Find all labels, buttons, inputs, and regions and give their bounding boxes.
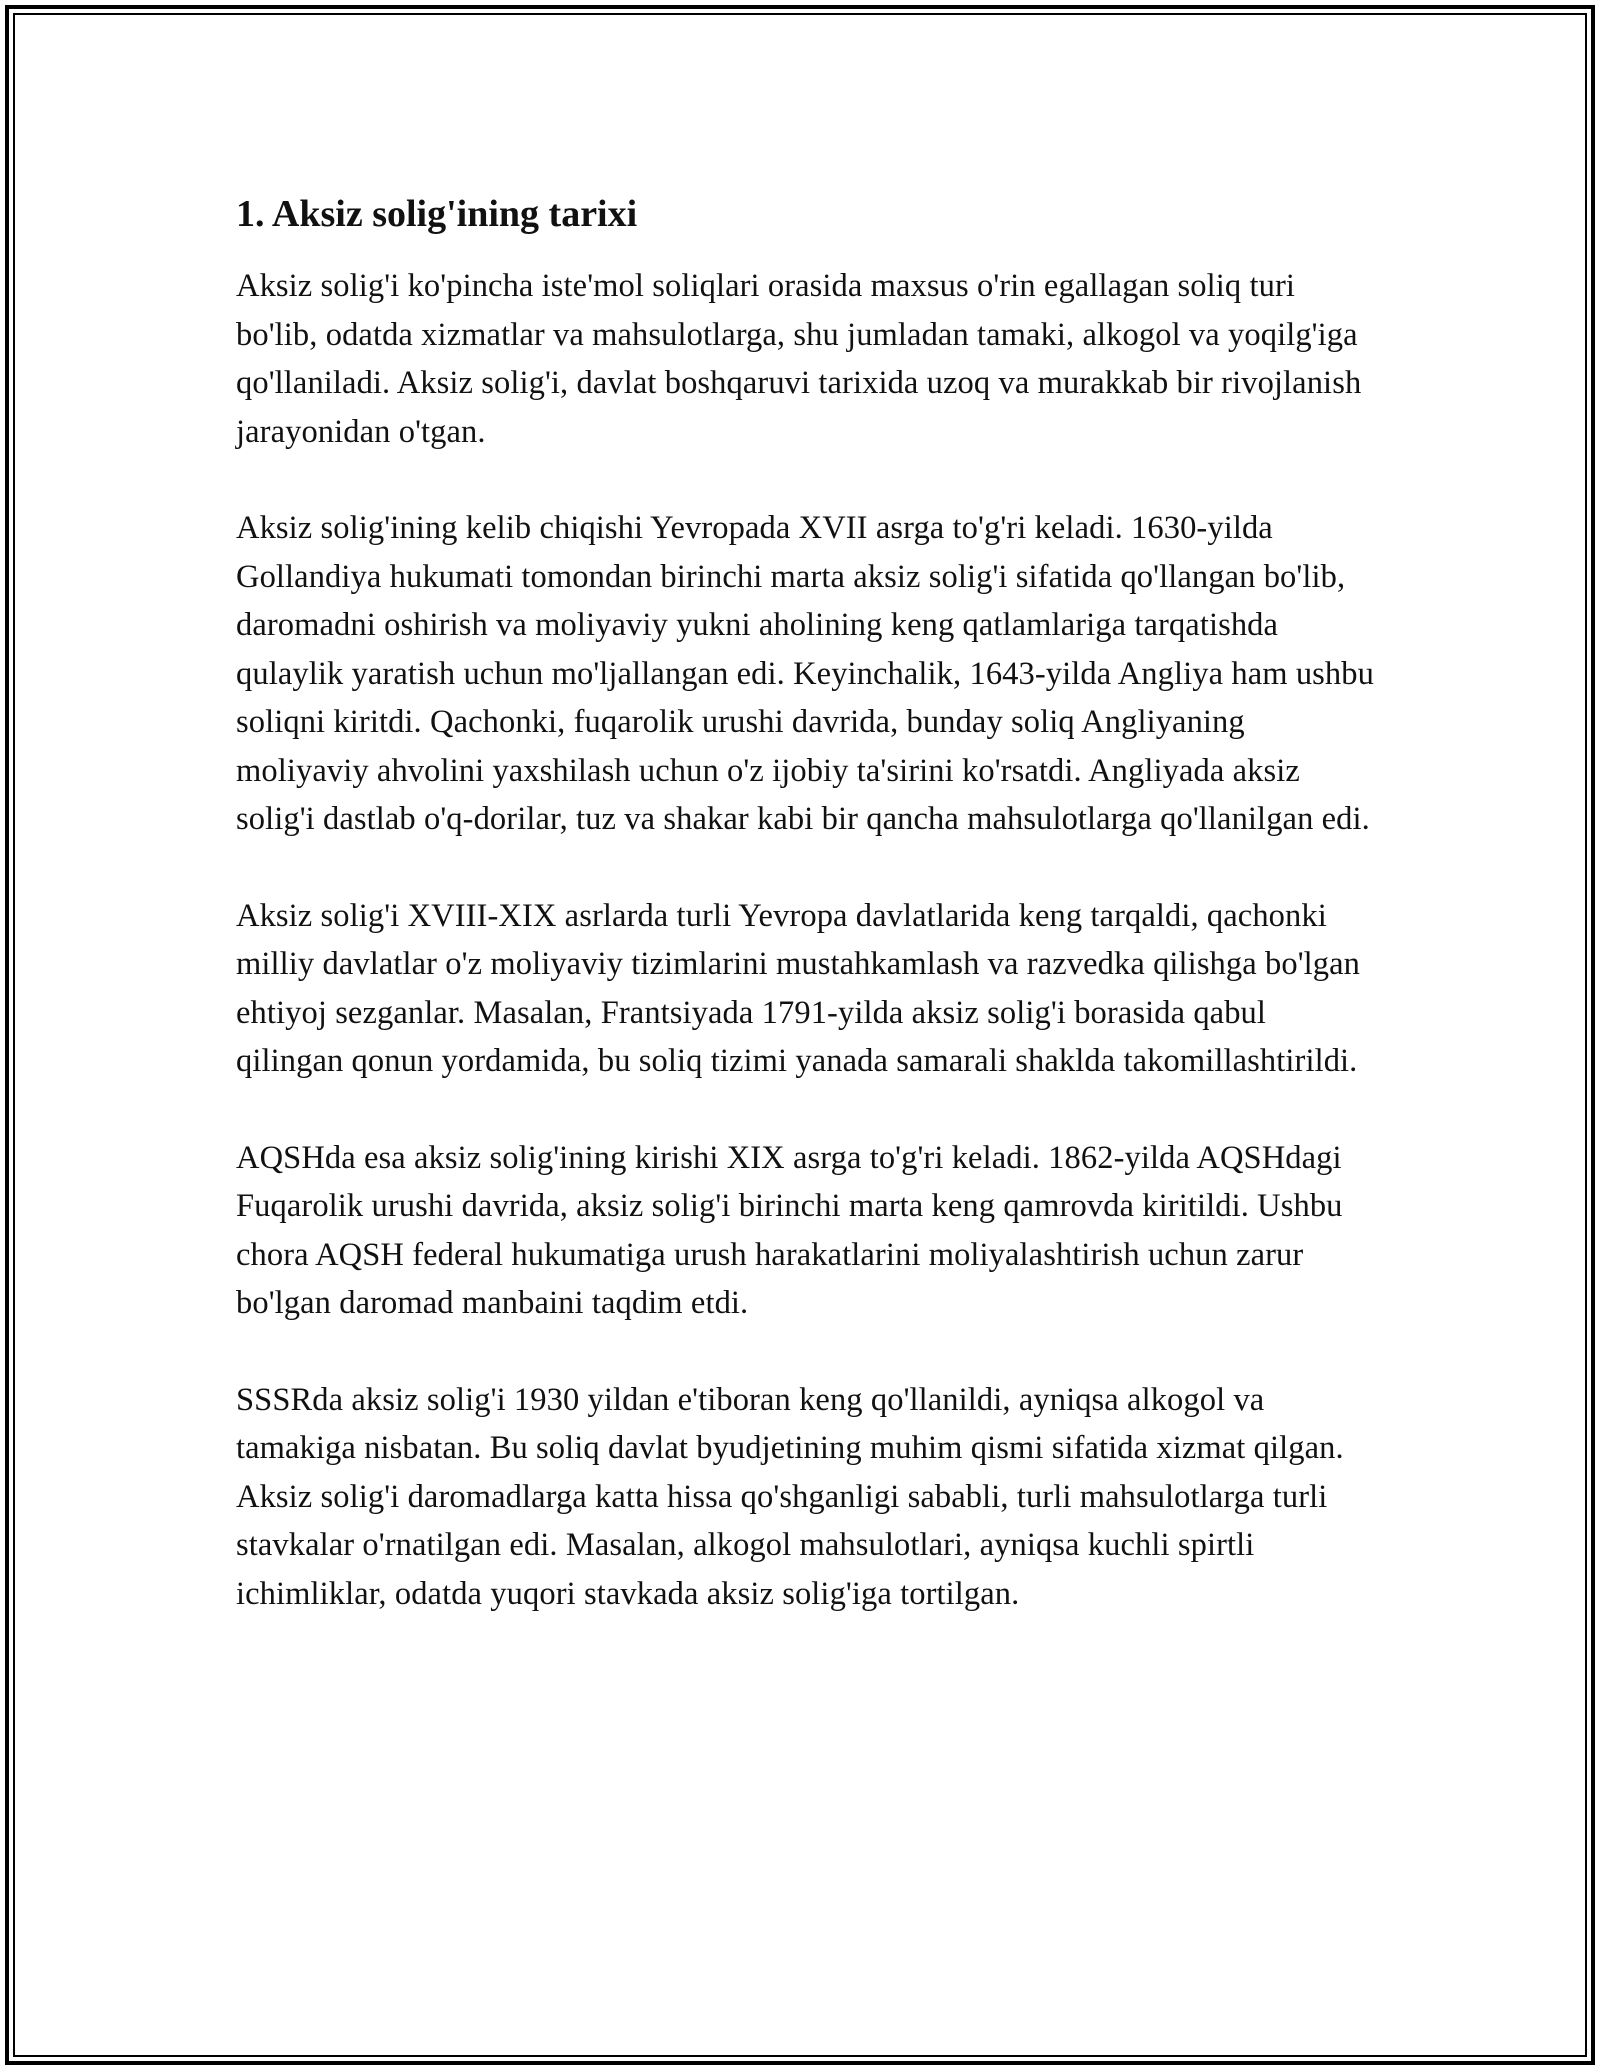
document-body xyxy=(236,186,1376,1666)
section-title: 1. Aksiz solig'ining tarixi xyxy=(236,193,638,235)
paragraph-europe-origin: Aksiz solig'ining kelib chiqishi Yevropada XVII asrga to'g'ri keladi. 1630-yilda Gollandiya hukumati tomondan birinchi marta aksiz solig'i sifatida qo'llangan bo'lib, daromadni oshirish va moliyaviy yukni aholining keng qatlamlariga tarqatishda qulaylik yaratish uchun mo'ljallangan edi. Keyinchalik, 1643-yilda Angliya ham ushbu soliqni kiritdi. Qachonki, fuqarolik urushi davrida, bunday soliq Angliyaning moliyaviy ahvolini yaxshilash uchun o'z ijobiy ta'sirini ko'rsatdi. Angliyada aksiz solig'i dastlab o'q-dorilar, tuz va shakar kabi bir qancha mahsulotlarga qo'llanilgan edi. xyxy=(236,510,1374,837)
paragraph-18-19-centuries: Aksiz solig'i XVIII-XIX asrlarda turli Yevropa davlatlarida keng tarqaldi, qachonki milliy davlatlar o'z moliyaviy tizimlarini mustahkamlash va razvedka qilishga bo'lgan ehtiyoj sezganlar. Masalan, Frantsiyada 1791-yilda aksiz solig'i borasida qabul qilingan qonun yordamida, bu soliq tizimi yanada samarali shaklda takomillashtirildi. xyxy=(236,897,1361,1079)
paragraph-ussr: SSSRda aksiz solig'i 1930 yildan e'tiboran keng qo'llanildi, ayniqsa alkogol va tamakiga nisbatan. Bu soliq davlat byudjetining muhim qismi sifatida xizmat qilgan. Aksiz solig'i daromadlarga katta hissa qo'shganligi sababli, turli mahsulotlarga turli stavkalar o'rnatilgan edi. Masalan, alkogol mahsulotlari, ayniqsa kuchli spirtli ichimliklar, odatda yuqori stavkada aksiz solig'iga tortilgan. xyxy=(236,1381,1344,1612)
paragraph-usa: AQSHda esa aksiz solig'ining kirishi XIX asrga to'g'ri keladi. 1862-yilda AQSHdagi Fuqarolik urushi davrida, aksiz solig'i birinchi marta keng qamrovda kiritildi. Ushbu chora AQSH federal hukumatiga urush harakatlarini moliyalashtirish uchun zarur bo'lgan daromad manbaini taqdim etdi. xyxy=(236,1139,1343,1321)
paragraph-introduction: Aksiz solig'i ko'pincha iste'mol soliqlari orasida maxsus o'rin egallagan soliq turi bo'lib, odatda xizmatlar va mahsulotlarga, shu jumladan tamaki, alkogol va yoqilg'iga qo'llaniladi. Aksiz solig'i, davlat boshqaruvi tarixida uzoq va murakkab bir rivojlanish jarayonidan o'tgan. xyxy=(236,268,1362,450)
